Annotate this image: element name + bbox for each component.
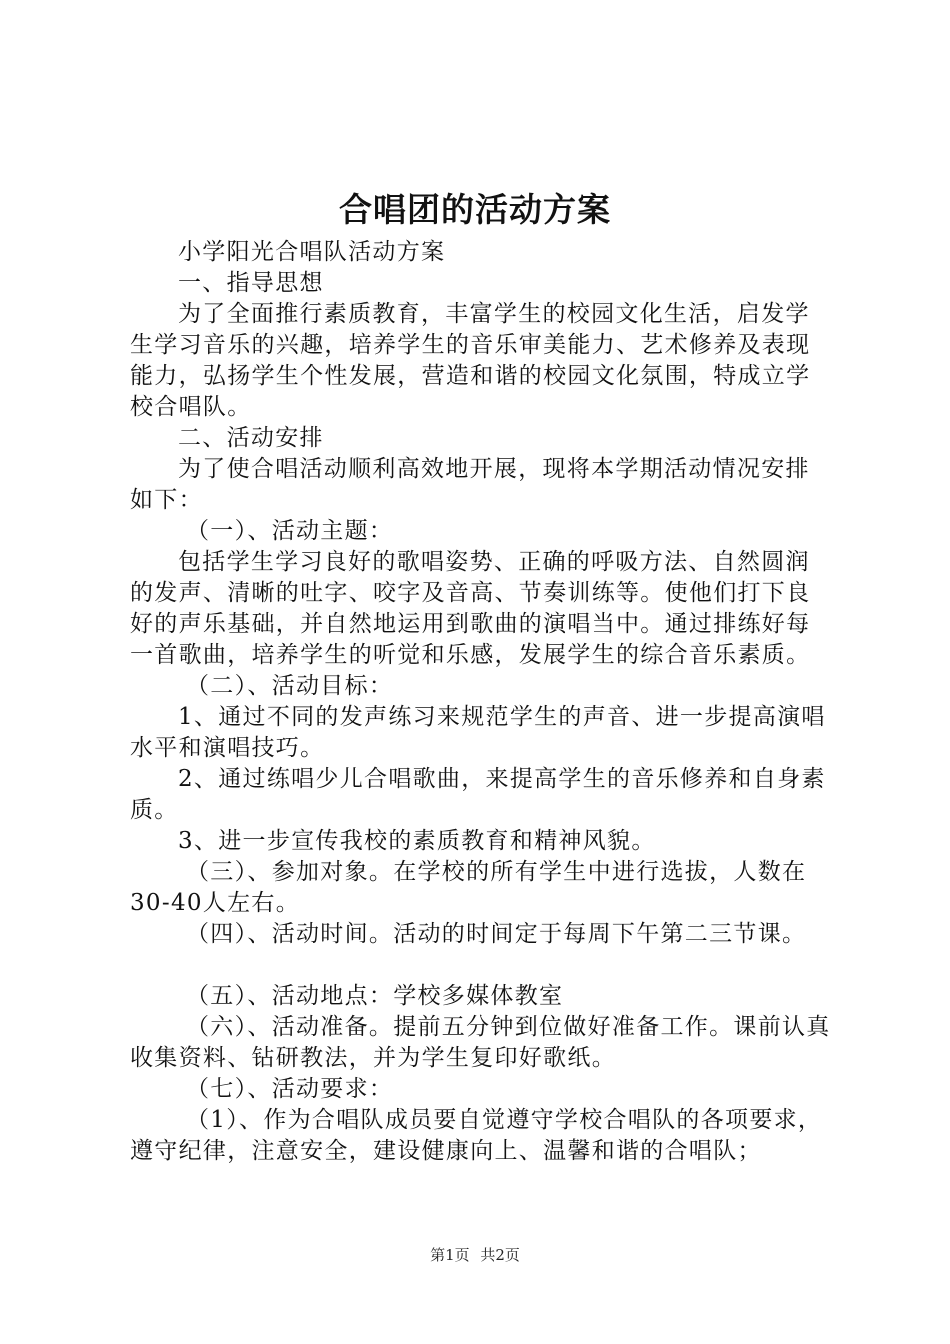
paragraph-activity-time: （四）、活动时间。活动的时间定于每周下午第二三节课。 xyxy=(186,921,807,947)
document-title: 合唱团的活动方案 xyxy=(339,190,611,229)
subheading-activity-theme: （一）、活动主题： xyxy=(186,518,394,544)
list-item-goal-1: 1、通过不同的发声练习来规范学生的声音、进一步提高演唱水平和演唱技巧。 xyxy=(130,704,826,761)
list-item-requirement-1: （1）、作为合唱队成员要自觉遵守学校合唱队的各项要求，遵守纪律，注意安全，建设健康向上、温馨和谐的合唱队； xyxy=(130,1107,823,1164)
section-heading-guiding-ideology: 一、指导思想 xyxy=(178,270,324,296)
page-number: 第1页 xyxy=(430,1246,470,1264)
list-item-goal-3: 3、进一步宣传我校的素质教育和精神风貌。 xyxy=(178,828,656,854)
paragraph-activity-preparation: （六）、活动准备。提前五分钟到位做好准备工作。课前认真收集资料、钻研教法，并为学生复印好歌纸。 xyxy=(130,1014,831,1071)
page-total: 共2页 xyxy=(480,1246,520,1264)
section-heading-activity-arrangement: 二、活动安排 xyxy=(178,425,324,451)
subheading-activity-requirements: （七）、活动要求： xyxy=(186,1076,394,1102)
blank-line xyxy=(130,950,832,981)
paragraph-arrangement-intro: 为了使合唱活动顺利高效地开展，现将本学期活动情况安排如下： xyxy=(130,456,810,513)
paragraph-activity-theme: 包括学生学习良好的歌唱姿势、正确的呼吸方法、自然圆润的发声、清晰的吐字、咬字及音高、节奏训练等。使他们打下良好的声乐基础，并自然地运用到歌曲的演唱当中。通过排练好每一首歌曲，培养学生的听觉和乐感，发展学生的综合音乐素质。 xyxy=(130,549,811,668)
list-item-goal-2: 2、通过练唱少儿合唱歌曲，来提高学生的音乐修养和自身素质。 xyxy=(130,766,826,823)
subheading-activity-goals: （二）、活动目标： xyxy=(186,673,394,699)
page-footer xyxy=(0,1244,950,1265)
paragraph-activity-location: （五）、活动地点：学校多媒体教室 xyxy=(186,983,564,1009)
paragraph-participants: （三）、参加对象。在学校的所有学生中进行选拔，人数在30-40人左右。 xyxy=(130,859,807,916)
paragraph-guiding-ideology: 为了全面推行素质教育，丰富学生的校园文化生活，启发学生学习音乐的兴趣，培养学生的音乐审美能力、艺术修养及表现能力，弘扬学生个性发展，营造和谐的校园文化氛围，特成立学校合唱队。 xyxy=(130,301,811,420)
paragraph-subtitle: 小学阳光合唱队活动方案 xyxy=(178,239,446,265)
document-body xyxy=(130,237,832,1167)
